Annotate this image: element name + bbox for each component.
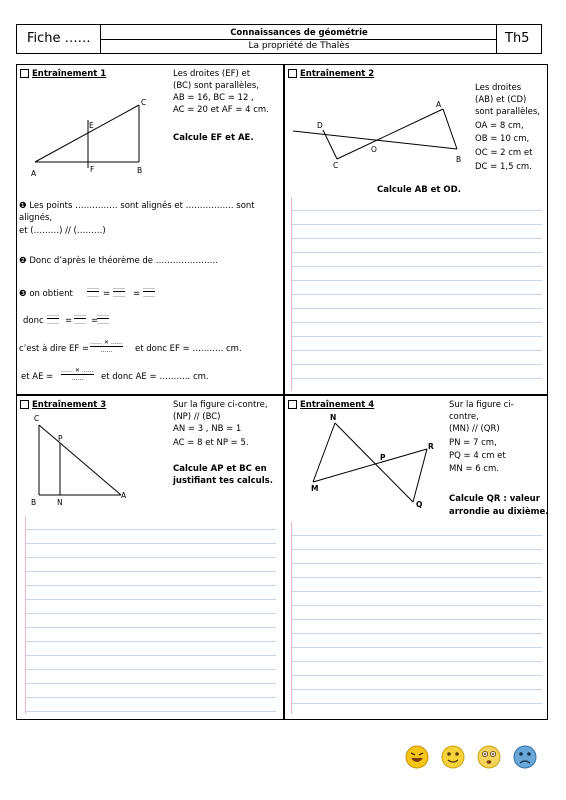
ex1-ef-fraction: …… ✕ …… …… [90, 339, 123, 354]
ex2-statement-3: sont parallèles, [475, 107, 541, 117]
ex1-step1-line3: et (………) // (………) [19, 226, 106, 236]
ex1-ef-end: et donc EF = ……….. cm. [135, 344, 242, 354]
label-n: N [330, 413, 337, 422]
label-n: N [57, 498, 63, 507]
ex4-statement-2: contre, [449, 412, 479, 422]
ex3-statement-3: AN = 3 , NB = 1 [173, 424, 242, 434]
label-p: P [58, 434, 63, 443]
label-d: D [317, 121, 323, 130]
ex1-ef-start: c’est à dire EF = [19, 344, 90, 354]
label-c: C [141, 98, 147, 107]
label-m: M [311, 484, 319, 493]
ex1-donc-ratio-2: …… …… [74, 311, 86, 326]
ex1-donc: donc [23, 316, 44, 326]
ex1-ae-end: et donc AE = ……….. cm. [101, 372, 209, 382]
ex1-donc-ratio-1: …… …… [47, 311, 59, 326]
ex1-statement-1: Les droites (EF) et [173, 69, 251, 79]
ex4-statement-3: (MN) // (QR) [449, 424, 500, 434]
ex1-step3: ❸ on obtient [19, 289, 73, 299]
ex4-statement-1: Sur la figure ci- [449, 400, 514, 410]
ex1-eq-1: = [103, 289, 111, 299]
code-label: Th5 [505, 31, 530, 46]
exercise-2-title: Entraînement 2 [300, 69, 375, 79]
ex2-statement-5: OB = 10 cm, [475, 134, 530, 144]
ex1-donc-eq-2: = [91, 316, 99, 326]
ex2-question: Calcule AB et OD. [377, 185, 461, 195]
label-b: B [137, 166, 143, 175]
ex4-question-2: arrondie au dixième. [449, 507, 549, 517]
ex3-statement-4: AC = 8 et NP = 5. [173, 438, 249, 448]
ex1-statement-2: (BC) sont parallèles, [173, 81, 259, 91]
ex1-step2: ❷ Donc d’après le théorème de …………………. [19, 256, 218, 266]
ex1-ratio-2: …… …… [113, 284, 125, 299]
ex4-question-1: Calcule QR : valeur [449, 494, 540, 504]
ex1-question: Calcule EF et AE. [173, 133, 254, 143]
label-b: B [456, 155, 462, 164]
ex1-step1-line1: ❶ Les points …………… sont alignés et …………….. sont [19, 201, 255, 211]
ex2-statement-2: (AB) et (CD) [475, 95, 527, 105]
exercise-3-title: Entraînement 3 [32, 400, 107, 410]
ex1-statement-4: AC = 20 et AF = 4 cm. [173, 105, 269, 115]
ex4-statement-4: PN = 7 cm, [449, 438, 497, 448]
ex2-statement-6: OC = 2 cm et [475, 148, 533, 158]
laughing-face-icon [406, 746, 428, 768]
ex1-donc-eq-1: = [65, 316, 73, 326]
label-q: Q [416, 500, 423, 509]
ex3-question-1: Calcule AP et BC en [173, 464, 267, 474]
ex1-donc-ratio-3: …… …… [97, 311, 109, 326]
ex1-step1-line2: alignés, [19, 213, 53, 223]
ex3-statement-2: (NP) // (BC) [173, 412, 221, 422]
ex1-eq-2: = [133, 289, 141, 299]
label-e: E [89, 121, 94, 130]
label-a: A [31, 169, 37, 178]
ex4-statement-6: MN = 6 cm. [449, 464, 499, 474]
label-c: C [34, 414, 40, 423]
ex3-statement-1: Sur la figure ci-contre, [173, 400, 268, 410]
ex1-ae-start: et AE = [21, 372, 54, 382]
ex2-statement-7: DC = 1,5 cm. [475, 162, 532, 172]
ex2-statement-4: OA = 8 cm, [475, 121, 524, 131]
ex2-statement-1: Les droites [475, 83, 522, 93]
ex3-question-2: justifiant tes calculs. [173, 476, 273, 486]
exercise-1-title: Entraînement 1 [32, 69, 107, 79]
title-line-1: Connaissances de géométrie [230, 28, 368, 38]
title-line-2: La propriété de Thalès [248, 41, 350, 51]
label-o: O [371, 145, 377, 154]
smiling-face-icon [442, 746, 464, 768]
surprised-face-icon [478, 746, 500, 768]
worried-face-icon [514, 746, 536, 768]
exercise-4-title: Entraînement 4 [300, 400, 375, 410]
fiche-label: Fiche …… [27, 31, 91, 46]
ex1-statement-3: AB = 16, BC = 12 , [173, 93, 254, 103]
ex1-ratio-1: …… …… [87, 284, 99, 299]
label-a: A [121, 491, 127, 500]
label-c: C [333, 161, 339, 170]
label-b: B [31, 498, 37, 507]
label-p: P [380, 453, 386, 462]
ex1-ratio-3: …… …… [143, 284, 155, 299]
label-r: R [428, 442, 434, 451]
label-f: F [90, 165, 95, 174]
label-a: A [436, 100, 442, 109]
ex1-ae-fraction: …… ✕ …… …… [61, 367, 94, 382]
ex4-statement-5: PQ = 4 cm et [449, 451, 506, 461]
